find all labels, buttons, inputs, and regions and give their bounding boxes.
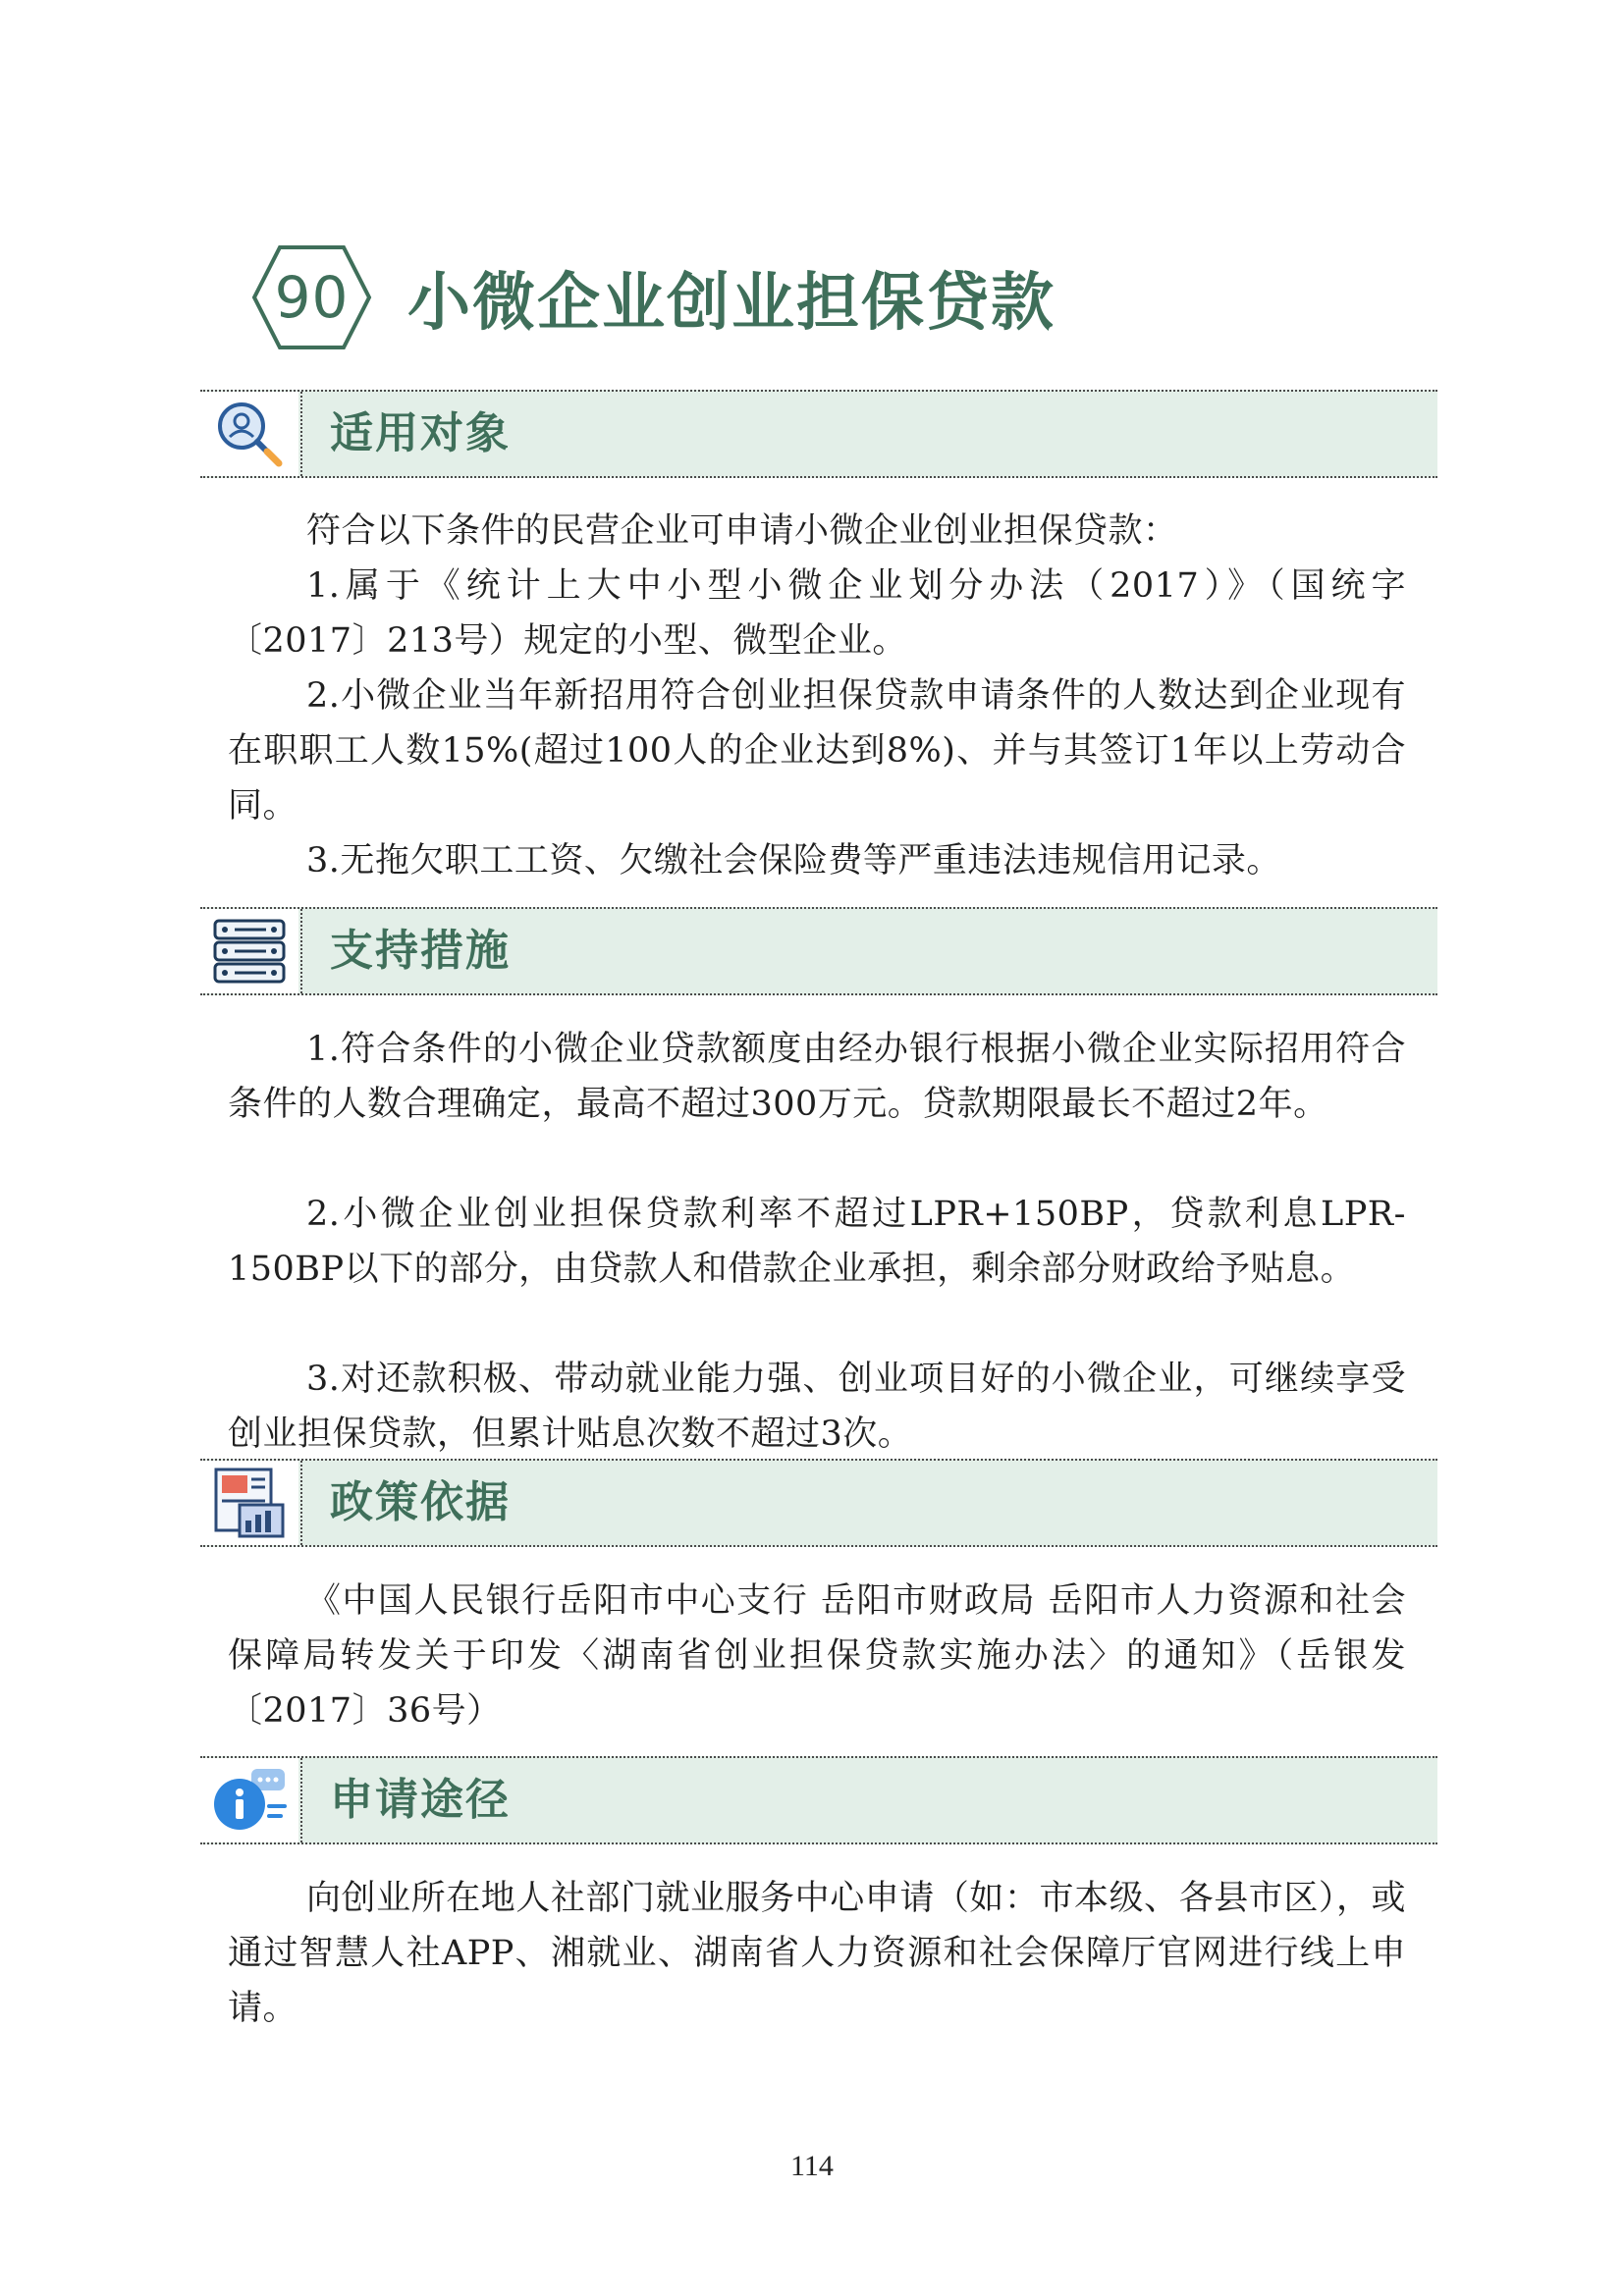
paragraph: 3.对还款积极、带动就业能力强、创业项目好的小微企业，可继续享受创业担保贷款，但累计贴息次数不超过3次。 — [228, 1360, 1406, 1454]
chapter-number: 90 — [274, 263, 350, 331]
section-header-eligibility — [200, 390, 1437, 478]
paragraph: 1.符合条件的小微企业贷款额度由经办银行根据小微企业实际招用符合条件的人数合理确定，最高不超过300万元。贷款期限最长不超过2年。 — [228, 1030, 1406, 1124]
section-title: 政策依据 — [330, 1477, 511, 1527]
section-title: 适用对象 — [330, 408, 511, 458]
section-header-policy-basis — [200, 1459, 1437, 1547]
header-divider — [300, 392, 302, 476]
document-chart-icon — [200, 1461, 298, 1545]
section-header-application — [200, 1756, 1437, 1844]
info-chat-icon — [200, 1758, 298, 1842]
page-title: 小微企业创业担保贷款 — [407, 265, 1056, 340]
chapter-title-block — [250, 236, 1056, 358]
header-divider — [300, 909, 302, 993]
section-title: 支持措施 — [330, 926, 511, 976]
paragraph: 符合以下条件的民营企业可申请小微企业创业担保贷款： — [306, 511, 1178, 551]
server-list-icon — [200, 909, 298, 993]
section-title: 申请途径 — [330, 1775, 511, 1825]
paragraph: 2.小微企业当年新招用符合创业担保贷款申请条件的人数达到企业现有在职职工人数15%(超过100人的企业达到8%)、并与其签订1年以上劳动合同。 — [228, 676, 1406, 826]
section-header-support — [200, 907, 1437, 995]
header-divider — [300, 1461, 302, 1545]
hexagon-number-badge — [250, 243, 373, 351]
header-divider — [300, 1758, 302, 1842]
search-person-icon — [200, 392, 298, 476]
paragraph: 向创业所在地人社部门就业服务中心申请（如：市本级、各县市区），或通过智慧人社APP、湘就业、湖南省人力资源和社会保障厅官网进行线上申请。 — [228, 1879, 1406, 2028]
paragraph: 《中国人民银行岳阳市中心支行 岳阳市财政局 岳阳市人力资源和社会保障局转发关于印发〈湖南省创业担保贷款实施办法〉的通知》（岳银发〔2017〕36号） — [228, 1581, 1406, 1731]
page-number: 114 — [790, 2150, 834, 2182]
paragraph: 2.小微企业创业担保贷款利率不超过LPR+150BP，贷款利息LPR-150BP以下的部分，由贷款人和借款企业承担，剩余部分财政给予贴息。 — [228, 1195, 1406, 1289]
paragraph: 3.无拖欠职工工资、欠缴社会保险费等严重违法违规信用记录。 — [306, 841, 1281, 881]
paragraph: 1.属于《统计上大中小型小微企业划分办法（2017）》（国统字〔2017〕213号）规定的小型、微型企业。 — [228, 566, 1406, 661]
